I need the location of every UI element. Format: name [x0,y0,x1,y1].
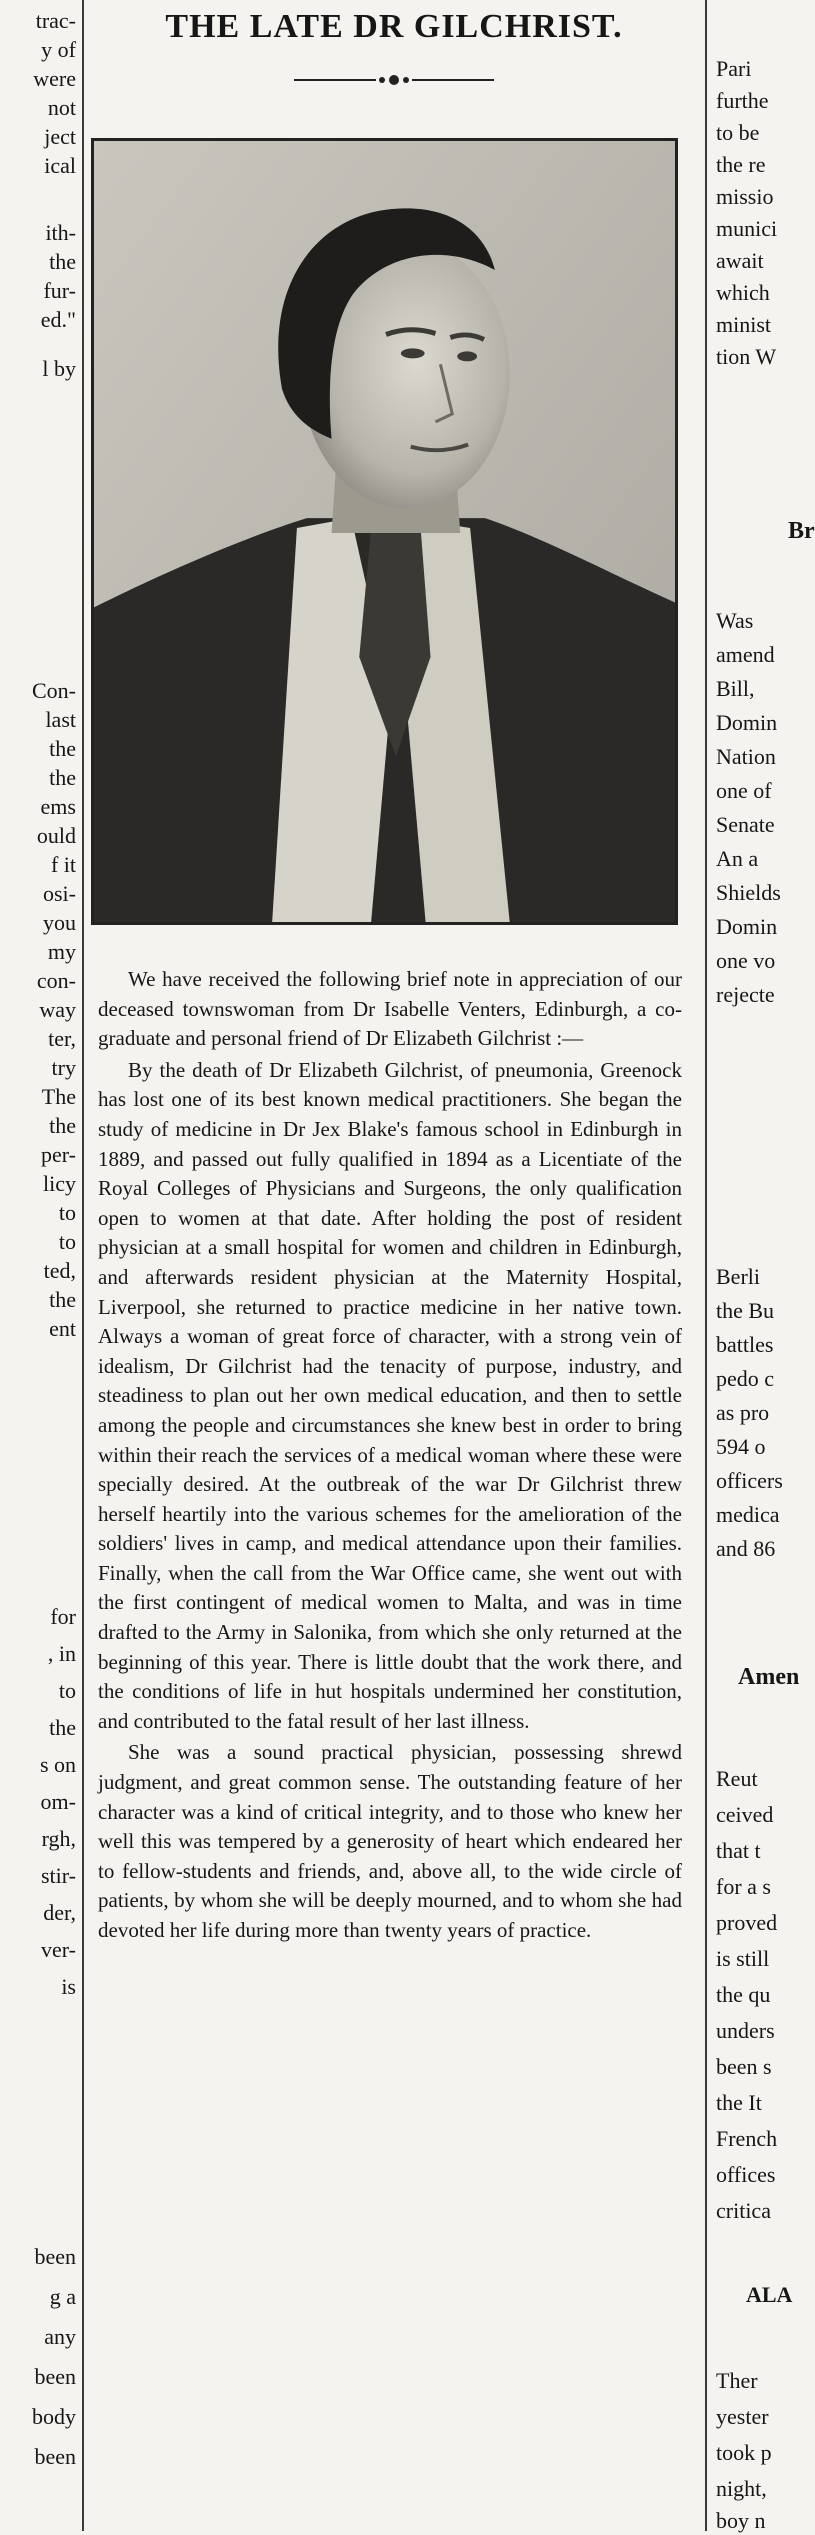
left-fragment: the [49,1715,76,1740]
article-title: THE LATE DR GILCHRIST. [165,8,623,45]
right-fragment: the qu [716,1982,771,2007]
left-fragment: the [49,736,76,761]
left-fragment: ted, [43,1258,76,1283]
left-fragment: ed." [40,307,76,332]
left-fragment: l by [42,356,76,381]
right-fragment: await [716,248,764,273]
right-fragment: is still [716,1946,770,1971]
left-fragment: Con- [32,678,76,703]
left-fragment: rgh, [41,1826,76,1851]
left-fragment: is [61,1974,76,1999]
left-fragment: for [50,1604,76,1629]
right-fragment: Was [716,608,754,633]
right-fragment: the re [716,152,766,177]
article-paragraph-closing: She was a sound practical physician, possessing shrewd judgment, and great common sense. The outstanding feature of her character was a kind of critical integrity, and to those who knew her well this was tempered by a generosity of heart which endeared her to fellow-students and friends, and, above all, to the wide circle of patients, by whom she will be deeply mourned, and to whom she had devoted her life during more than twenty years of practice. [98,1740,682,1942]
right-fragment: officers [716,1468,783,1493]
left-fragment: body [32,2404,76,2429]
left-fragment: ould [36,823,76,848]
left-fragment: any [44,2324,76,2349]
right-fragment: Domin [716,914,778,939]
article-paragraph-intro: We have received the following brief note in appreciation of our deceased townswoman from Dr Isabelle Venters, Edinburgh, a co-graduate and personal friend of Dr Elizabeth Gilchrist :— [98,967,682,1051]
right-fragment: proved [716,1910,778,1935]
right-heading: Amen [738,1664,800,1690]
left-fragment: to [58,1678,76,1703]
right-fragment: Bill, [716,676,755,701]
right-fragment: tion W [716,344,777,369]
right-fragment: which [716,280,770,305]
right-fragment: French [716,2126,778,2151]
right-fragment: took p [716,2440,772,2465]
left-fragment: the [49,1113,76,1138]
right-fragment: battles [716,1332,774,1357]
right-fragment: yester [716,2404,769,2429]
left-adjacent-column [0,0,80,2531]
left-fragment: con- [36,968,76,993]
right-fragment: for a s [716,1874,771,1899]
left-fragment: ent [49,1316,76,1341]
left-fragment: ems [40,794,76,819]
column-rule-left [82,0,84,2531]
right-fragment: Ther [716,2368,758,2393]
right-fragment: night, [716,2476,767,2501]
left-fragment: om- [40,1789,76,1814]
right-fragment: the It [716,2090,762,2115]
right-fragment: pedo c [716,1366,775,1391]
left-fragment: f it [50,852,76,877]
ornament-divider-icon [294,74,494,86]
right-fragment: to be [716,120,760,145]
right-fragment: Shields [716,880,781,905]
right-fragment: 594 o [716,1434,766,1459]
left-fragment: ver- [41,1937,76,1962]
left-fragment: ical [44,153,76,178]
right-fragment: Nation [716,744,776,769]
left-fragment: osi- [43,881,76,906]
left-fragment: ith- [45,220,76,245]
column-rule-right [705,0,707,2531]
right-fragment: one of [716,778,772,803]
right-fragment: rejecte [716,982,775,1007]
left-fragment: ter, [48,1026,76,1051]
left-fragment: g a [49,2284,76,2309]
right-fragment: furthe [716,88,769,113]
left-fragment: my [47,939,76,964]
left-fragment: y of [41,37,76,62]
right-fragment: the Bu [716,1298,775,1323]
right-fragment: Senate [716,812,775,837]
left-fragment: to [58,1200,76,1225]
left-fragment: per- [41,1142,76,1167]
left-fragment: the [49,249,76,274]
right-fragment: medica [716,1502,780,1527]
left-fragment: the [49,1287,76,1312]
left-fragment: were [33,66,76,91]
left-fragment: been [34,2444,76,2469]
left-fragment: s on [39,1752,76,1777]
left-fragment: been [34,2364,76,2389]
right-fragment: Berli [716,1264,760,1289]
right-fragment: one vo [716,948,776,973]
article-body [98,965,682,1946]
left-fragment: , in [47,1641,76,1666]
right-fragment: as pro [716,1400,770,1425]
right-fragment: boy n [716,2508,766,2533]
right-fragment: Domin [716,710,778,735]
left-fragment: The [41,1084,76,1109]
right-fragment: An a [716,846,759,871]
right-fragment: amend [716,642,775,667]
left-fragment: the [49,765,76,790]
right-adjacent-column [708,0,815,2533]
right-fragment: unders [716,2018,775,2043]
right-heading: ALA [746,2282,793,2307]
right-fragment: Pari [716,56,752,81]
left-fragment: to [58,1229,76,1254]
right-fragment: and 86 [716,1536,776,1561]
portrait-figure-icon [94,141,675,922]
article-paragraph-main: By the death of Dr Elizabeth Gilchrist, of pneumonia, Greenock has lost one of its best known medical practitioners. She began the study of medicine in Dr Jex Blake's famous school in Edinburgh in 1889, and passed out fully qualified in 1894 as a Licentiate of the Royal Colleges of Physicians and Surgeons, the only qualification open to women at that date. After holding the post of resident physician at a small hospital for women and children in Edinburgh, and afterwards resident physician at the Maternity Hospital, Liverpool, she returned to practice medicine in her native town. Always a woman of great force of character, with a strong vein of idealism, Dr Gilchrist had the tenacity of purpose, industry, and steadiness to plan out her own medical education, and then to settle among the people and circumstances she knew best in order to bring within their reach the services of a medical woman where these were specially desired. At the outbreak of the war Dr Gilchrist threw herself heartily into the various schemes for the amelioration of the soldiers' lives in camp, and medical attendance upon their families. Finally, when the call from the War Office came, she went out with the first contingent of medical women to Malta, and was in time drafted to the Army in Salonika, from which she only returned at the beginning of this year. There is little doubt that the work there, and the conditions of life in hut hospitals undermined her constitution, and contributed to the fatal result of her last illness. [98,1057,682,1733]
left-fragment: not [47,95,76,120]
left-fragment: fur- [43,278,76,303]
right-fragment: Reut [716,1766,758,1791]
right-fragment: been s [716,2054,772,2079]
left-fragment: last [45,707,76,732]
left-fragment: stir- [41,1863,76,1888]
portrait-photo [91,138,678,925]
right-fragment: that t [716,1838,761,1863]
left-fragment: you [43,910,76,935]
left-fragment: licy [43,1171,76,1196]
left-fragment: trac- [35,8,76,33]
right-fragment: minist [716,312,772,337]
right-fragment: ceived [716,1802,774,1827]
right-fragment: critica [716,2198,771,2223]
right-fragment: munici [716,216,778,241]
left-fragment: ject [44,124,76,149]
left-fragment: been [34,2244,76,2269]
left-fragment: try [51,1055,76,1080]
right-fragment: offices [716,2162,776,2187]
article-column [86,0,702,2531]
right-fragment: missio [716,184,774,209]
left-fragment: der, [43,1900,76,1925]
right-heading: Br [788,518,815,544]
left-fragment: way [39,997,76,1022]
